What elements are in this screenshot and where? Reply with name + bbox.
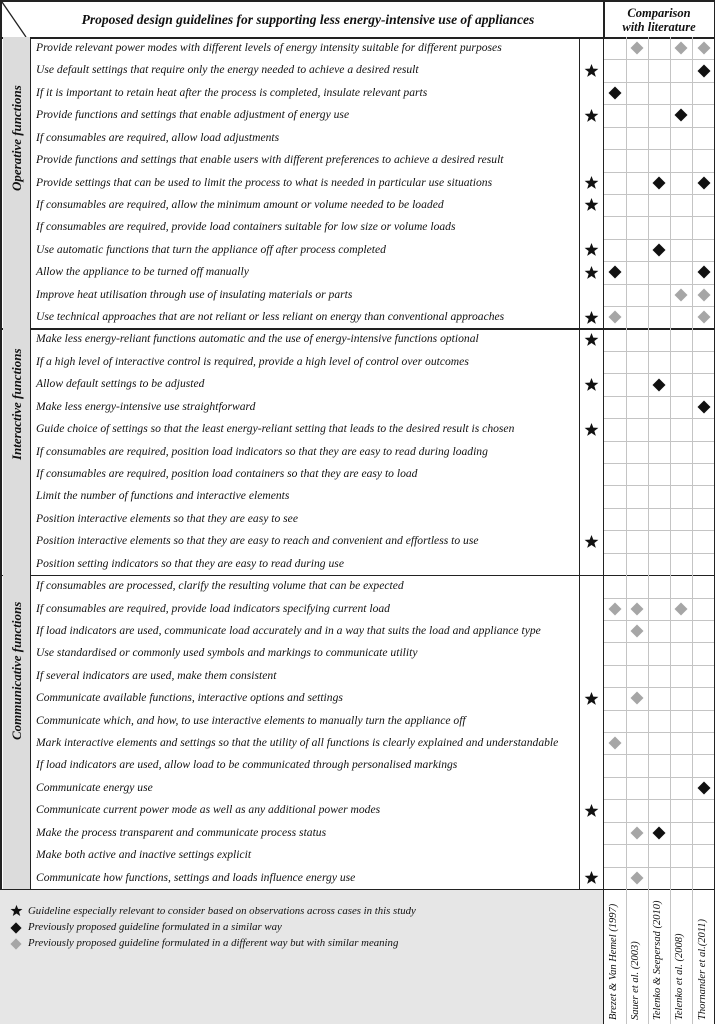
grid-row-line [603, 799, 715, 800]
legend-grey-diamond-icon [10, 937, 23, 950]
similar-guideline-diamond-icon [674, 108, 688, 122]
legend-text: Previously proposed guideline formulated in a similar way [28, 920, 282, 933]
grid-row-line [603, 441, 715, 442]
grid-row-line [603, 710, 715, 711]
similar-guideline-diamond-icon [697, 176, 711, 190]
guideline-text: Position setting indicators so that they are easy to read during use [36, 556, 344, 570]
guideline-text: Use technical approaches that are not reliant or less reliant on energy than conventional approaches [36, 310, 505, 324]
section-label [9, 724, 25, 740]
guideline-text: Improve heat utilisation through use of insulating materials or parts [36, 287, 353, 301]
guideline-text: If consumables are required, allow the minimum amount or volume needed to be loaded [36, 197, 444, 211]
guideline-text: If consumables are required, position load containers so that they are easy to load [36, 466, 418, 480]
similar-guideline-diamond-icon [652, 378, 666, 392]
grid-row-line [603, 754, 715, 755]
grid-row-line [603, 104, 715, 105]
header-divider [603, 0, 605, 37]
similar-guideline-diamond-icon [697, 781, 711, 795]
grid-row-line [603, 687, 715, 688]
relevance-star-icon [584, 691, 599, 706]
guideline-text: Allow the appliance to be turned off manually [36, 265, 249, 279]
similar-guideline-diamond-icon [652, 826, 666, 840]
section-label [9, 444, 25, 460]
guideline-text: Communicate which, and how, to use interactive elements to manually turn the appliance off [36, 713, 466, 727]
grid-row-line [603, 530, 715, 531]
grid-row-line [603, 172, 715, 173]
grid-row-line [603, 777, 715, 778]
guideline-text: Provide relevant power modes with different levels of energy intensity suitable for different purposes [36, 41, 502, 54]
section-bottom-border [0, 575, 715, 576]
guideline-text: Make less energy-reliant functions automatic and the use of energy-intensive functions optional [36, 332, 479, 346]
grid-row-line [603, 373, 715, 374]
guideline-text: If consumables are required, position load indicators so that they are easy to read during loading [36, 444, 488, 458]
grid-row-line [603, 642, 715, 643]
grid-column-line [626, 37, 627, 889]
related-guideline-diamond-icon [697, 288, 711, 302]
guideline-text: Use automatic functions that turn the appliance off after process completed [36, 242, 386, 256]
reference-label: Telenko et al. (2008) [674, 933, 685, 1020]
grid-row-line [603, 306, 715, 307]
section-label [9, 175, 25, 191]
guideline-text: If consumables are required, allow load adjustments [36, 130, 280, 144]
reference-label: Thornander et al.(2011) [696, 918, 708, 1020]
guideline-text: Make both active and inactive settings explicit [36, 848, 252, 862]
similar-guideline-diamond-icon [697, 400, 711, 414]
reference-column-line [626, 889, 627, 1024]
guideline-text: Use default settings that require only the energy needed to achieve a desired result [36, 63, 419, 77]
label-column-border [30, 37, 31, 889]
related-guideline-diamond-icon [630, 826, 644, 840]
grid-row-line [603, 485, 715, 486]
legend-divider [603, 889, 604, 1024]
guideline-text: Guide choice of settings so that the least energy-reliant setting that leads to the desired result is chosen [36, 422, 515, 436]
guideline-text: Position interactive elements so that they are easy to reach and convenient and effortless to use [36, 534, 479, 548]
guideline-text: Allow default settings to be adjusted [36, 377, 205, 391]
grid-row-line [603, 149, 715, 150]
related-guideline-diamond-icon [630, 41, 644, 55]
comparison-header-line2: with literature [622, 20, 696, 34]
guideline-text: Make less energy-intensive use straightforward [36, 399, 256, 413]
relevance-star-icon [584, 175, 599, 190]
relevance-star-icon [584, 108, 599, 123]
grid-row-line [603, 553, 715, 554]
related-guideline-diamond-icon [697, 310, 711, 324]
star-column-right-border [603, 37, 604, 889]
grid-row-line [603, 351, 715, 352]
related-guideline-diamond-icon [608, 602, 622, 616]
section-bottom-border [0, 328, 715, 329]
grid-row-line [603, 194, 715, 195]
legend-text: Previously proposed guideline formulated in a different way but with similar meaning [28, 936, 399, 949]
grid-row-line [603, 508, 715, 509]
guideline-text: If several indicators are used, make them consistent [36, 668, 277, 682]
reference-column-line [692, 889, 693, 1024]
reference-column-line [670, 889, 671, 1024]
table-title-text: Proposed design guidelines for supporting less energy-intensive use of appliances [81, 12, 535, 27]
related-guideline-diamond-icon [608, 310, 622, 324]
reference-label: Sauer et al. (2003) [630, 941, 641, 1020]
guideline-text: Communicate current power mode as well as any additional power modes [36, 803, 381, 817]
related-guideline-diamond-icon [630, 871, 644, 885]
relevance-star-icon [584, 197, 599, 212]
comparison-header-line1: Comparison [627, 6, 691, 20]
grid-row-line [603, 82, 715, 83]
left-border [0, 0, 2, 890]
related-guideline-diamond-icon [630, 691, 644, 705]
star-column-left-border [579, 37, 580, 889]
grid-row-line [603, 261, 715, 262]
grid-row-line [603, 822, 715, 823]
reference-label: Brezet & Van Hemel (1997) [607, 903, 619, 1020]
guideline-text: Provide functions and settings that enable users with different preferences to achieve a desired result [36, 153, 504, 167]
guideline-text: Limit the number of functions and interactive elements [36, 489, 290, 503]
guideline-text: Communicate energy use [36, 780, 153, 794]
relevance-star-icon [584, 534, 599, 549]
grid-row-line [603, 216, 715, 217]
relevance-star-icon [584, 242, 599, 257]
grid-row-line [603, 418, 715, 419]
guideline-text: Make the process transparent and communicate process status [36, 825, 327, 839]
guideline-text: Communicate how functions, settings and loads influence energy use [36, 870, 356, 884]
table-title [22, 4, 594, 36]
similar-guideline-diamond-icon [697, 64, 711, 78]
related-guideline-diamond-icon [674, 288, 688, 302]
guideline-text: Communicate available functions, interactive options and settings [36, 691, 343, 705]
grid-row-line [603, 732, 715, 733]
grid-row-line [603, 867, 715, 868]
guideline-text: If a high level of interactive control is required, provide a high level of control over outcomes [36, 354, 469, 368]
guideline-text: Mark interactive elements and settings so that the utility of all functions is clearly explained and understandable [36, 736, 559, 750]
grid-row-line [603, 665, 715, 666]
relevance-star-icon [584, 63, 599, 78]
guideline-text: Provide settings that can be used to limit the process to what is needed in particular use situations [36, 175, 493, 189]
relevance-star-icon [584, 803, 599, 818]
related-guideline-diamond-icon [674, 41, 688, 55]
grid-column-line [648, 37, 649, 889]
header-corner-diagonal [0, 0, 30, 40]
relevance-star-icon [584, 265, 599, 280]
similar-guideline-diamond-icon [608, 86, 622, 100]
grid-row-line [603, 59, 715, 60]
similar-guideline-diamond-icon [652, 243, 666, 257]
guideline-text: If it is important to retain heat after the process is completed, insulate relevant parts [36, 85, 428, 99]
guideline-text: If consumables are processed, clarify the resulting volume that can be expected [36, 579, 404, 593]
grid-row-line [603, 396, 715, 397]
similar-guideline-diamond-icon [697, 265, 711, 279]
guideline-text: If load indicators are used, allow load to be communicated through personalised markings [36, 758, 458, 772]
reference-column-line [648, 889, 649, 1024]
related-guideline-diamond-icon [630, 624, 644, 638]
related-guideline-diamond-icon [630, 602, 644, 616]
related-guideline-diamond-icon [608, 736, 622, 750]
grid-row-line [603, 463, 715, 464]
relevance-star-icon [584, 870, 599, 885]
guideline-text: Provide functions and settings that enable adjustment of energy use [36, 108, 350, 122]
guideline-text: Use standardised or commonly used symbols and markings to communicate utility [36, 646, 418, 660]
relevance-star-icon [584, 332, 599, 347]
guideline-text: Position interactive elements so that they are easy to see [36, 511, 298, 525]
grid-column-line [670, 37, 671, 889]
similar-guideline-diamond-icon [608, 265, 622, 279]
reference-label: Telenko & Seepersad (2010) [652, 900, 663, 1020]
relevance-star-icon [584, 422, 599, 437]
relevance-star-icon [584, 377, 599, 392]
grid-row-line [603, 239, 715, 240]
top-border [0, 0, 715, 2]
legend-black-diamond-icon [10, 921, 23, 934]
related-guideline-diamond-icon [674, 602, 688, 616]
legend-text: Guideline especially relevant to consider based on observations across cases in this study [28, 904, 416, 917]
grid-row-line [603, 620, 715, 621]
related-guideline-diamond-icon [697, 41, 711, 55]
guideline-text: If load indicators are used, communicate load accurately and in a way that suits the load and appliance type [36, 623, 541, 637]
header-bottom-border [0, 37, 715, 39]
legend-star-icon [10, 904, 24, 918]
grid-row-line [603, 598, 715, 599]
relevance-star-icon [584, 310, 599, 325]
guideline-text: If consumables are required, provide load indicators specifying current load [36, 601, 390, 615]
comparison-header [603, 3, 715, 37]
grid-column-line [692, 37, 693, 889]
grid-row-line [603, 284, 715, 285]
grid-row-line [603, 127, 715, 128]
guideline-text: If consumables are required, provide load containers suitable for low size or volume loads [36, 220, 456, 234]
similar-guideline-diamond-icon [652, 176, 666, 190]
grid-row-line [603, 844, 715, 845]
